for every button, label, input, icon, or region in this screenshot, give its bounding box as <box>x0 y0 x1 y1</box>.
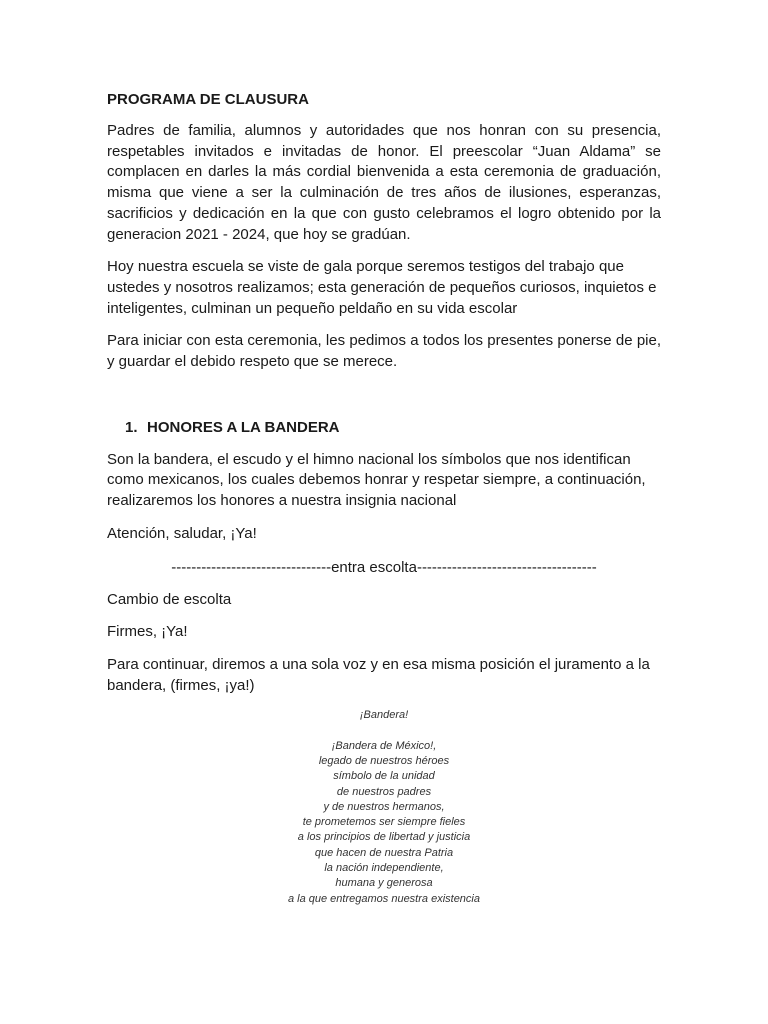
pledge-line: ¡Bandera de México!, <box>331 739 437 752</box>
document-page <box>107 89 661 907</box>
pledge-line: y de nuestros hermanos, <box>323 800 445 813</box>
pledge-intro-paragraph: Para continuar, diremos a una sola voz y en esa misma posición el juramento a la bandera, (firmes, ¡ya!) <box>107 655 650 694</box>
pledge-line: legado de nuestros héroes <box>318 754 450 767</box>
command-attention: Firmes, ¡Ya! <box>107 623 188 641</box>
pledge-line: la nación independiente, <box>324 862 444 875</box>
intro-paragraph-gala: Hoy nuestra escuela se viste de gala porque seremos testigos del trabajo que ustedes y nosotros realizamos; esta generación de pequeños curiosos, inquietos e inteligentes, culminan un pequeño peldaño en su vida escolar <box>107 258 657 317</box>
section-paragraph-symbols: Son la bandera, el escudo y el himno nacional los símbolos que nos identifican como mexicanos, los cuales debemos honrar y respetar siempre, a continuación, realizaremos los honores a nuestra insignia nacional <box>107 450 646 510</box>
pledge-opening: ¡Bandera! <box>359 709 409 722</box>
intro-paragraph-welcome: Padres de familia, alumnos y autoridades que nos honran con su presencia, respetables invitados e invitadas de honor. El preescolar “Juan Aldama” se complacen en darles la más cordial bienvenida a esta ceremonia de graduación, misma que viene a ser la culminación de tres años de ilusiones, esperanzas, sacrificios y dedicación en la que con gusto celebramos el logro obtenido por la generacion 2021 - 2024, que hoy se gradúan. <box>107 122 661 243</box>
pledge-line: te prometemos ser siempre fieles <box>302 816 466 829</box>
pledge-line: símbolo de la unidad <box>333 770 435 783</box>
document-title: PROGRAMA DE CLAUSURA <box>107 91 309 108</box>
section-title: HONORES A LA BANDERA <box>147 418 340 436</box>
section-number: 1. <box>125 418 138 436</box>
pledge-line: de nuestros padres <box>336 785 432 798</box>
command-salute: Atención, saludar, ¡Ya! <box>107 524 257 542</box>
section-heading-honores <box>107 417 661 438</box>
pledge-line: que hacen de nuestra Patria <box>314 846 454 859</box>
intro-paragraph-begin: Para iniciar con esta ceremonia, les pedimos a todos los presentes ponerse de pie, y guardar el debido respeto que se merece. <box>107 332 661 371</box>
pledge-line: a la que entregamos nuestra existencia <box>287 892 480 905</box>
command-escort-change: Cambio de escolta <box>107 590 232 608</box>
escort-entry-line: --------------------------------entra escolta------------------------------------ <box>171 558 597 576</box>
pledge-line: humana y generosa <box>335 877 433 890</box>
flag-pledge <box>107 708 661 907</box>
pledge-line: a los principios de libertad y justicia <box>297 831 471 844</box>
